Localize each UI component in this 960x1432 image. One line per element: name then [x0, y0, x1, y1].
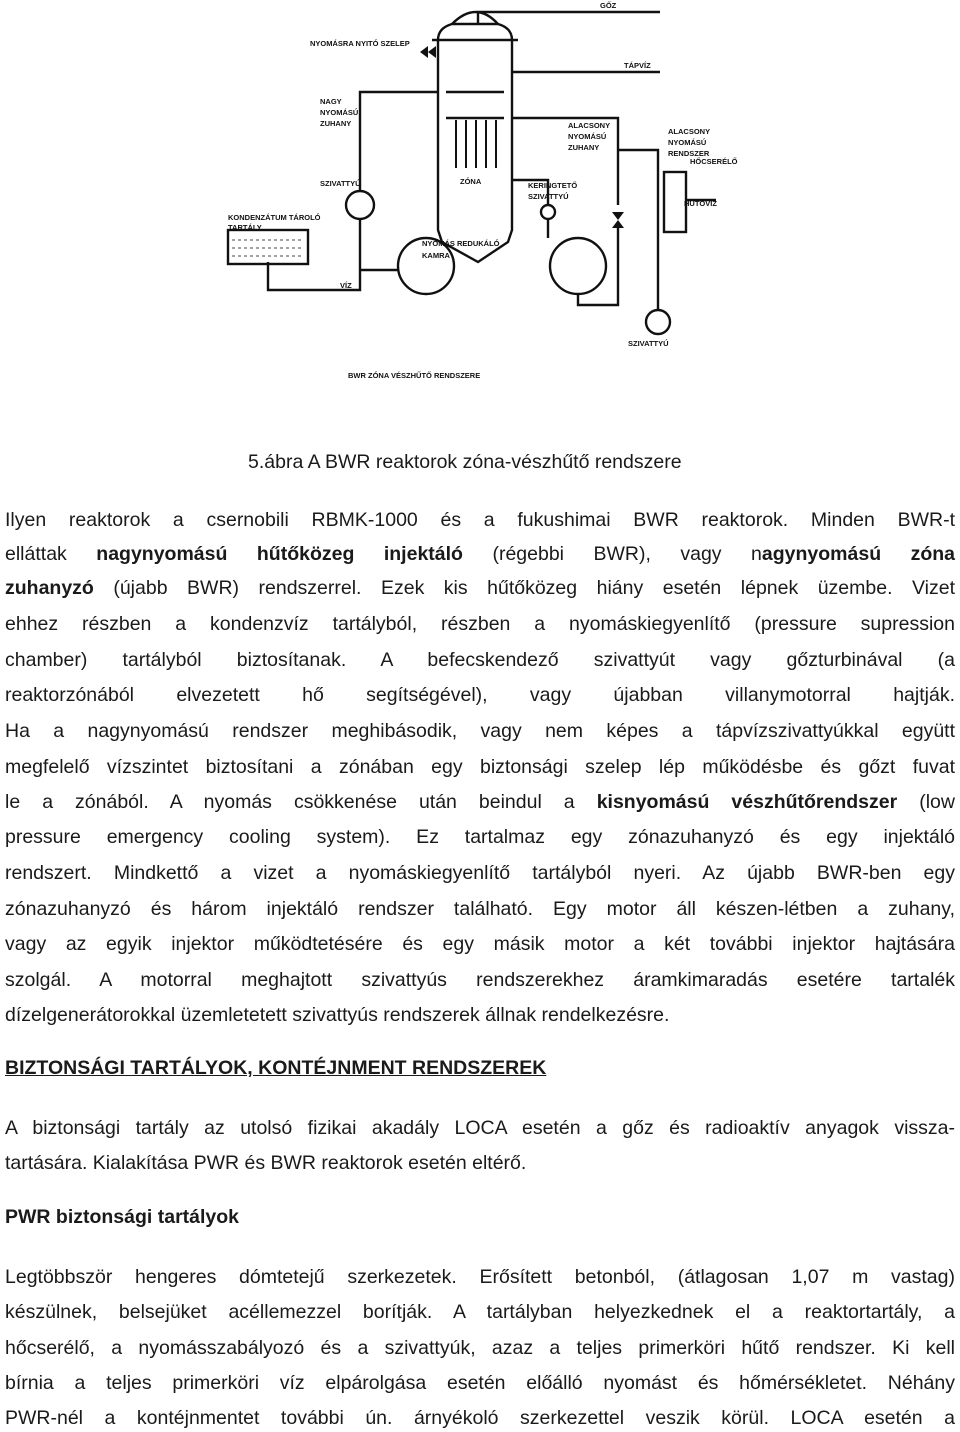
pressure-reduction-chamber-right	[550, 238, 606, 294]
p1-line-10: pressure emergency cooling system). Ez tartalmaz egy zónazuhanyzó és egy injektáló	[5, 826, 955, 848]
p1-l3-text: (újabb BWR) rendszerrel. Ezek kis hűtőközeg hiány esetén lépnek üzembe. Vizet	[113, 577, 955, 599]
p1-line-11: rendszert. Mindkettő a vizet a nyomáskiegyenlítő tartályból nyeri. Az újabb BWR-ben egy	[5, 862, 955, 884]
p1-line-3	[5, 574, 955, 602]
p1-line-8: megfelelő vízszintet biztosítani a zónában egy biztonsági szelep lép működésbe és gőzt fuvat	[5, 756, 955, 778]
p2-line-1: A biztonsági tartály az utolsó fizikai akadály LOCA esetén a gőz és radioaktív anyagok vissza-	[5, 1117, 955, 1139]
p3-line-4: bírnia a teljes primerköri víz elpárolgása esetén előálló nyomást és hőmérsékletet. Néhány	[5, 1372, 955, 1394]
p1-line-14: szolgál. A motorral meghajtott szivattyús rendszerekhez áramkimaradás esetére tartalék	[5, 969, 955, 991]
recirculation-pump	[541, 205, 555, 219]
reactor-dome	[452, 12, 498, 24]
label-tank-2: TARTÁLY	[228, 223, 262, 232]
label-chamber-2: KAMRA	[422, 251, 450, 260]
p1-line-15: dízelgenerátorokkal üzemletetett szivattyús rendszerek állnak rendelkezésre.	[5, 1004, 670, 1026]
label-cooling-water: HŰTŐVÍZ	[684, 199, 717, 208]
heat-exchanger	[664, 172, 686, 232]
lp-valve	[612, 212, 624, 228]
label-lp-spray-1: ALACSONY	[568, 121, 611, 130]
p1-line-7: Ha a nagynyomású rendszer meghibásodik, vagy nem képes a tápvízszivattyúkkal együtt	[5, 720, 955, 742]
p3-line-5: PWR-nél a kontéjnmentet további ún. árnyékoló szerkezettel veszik körül. LOCA esetén a	[5, 1407, 955, 1429]
label-recirc-1: KERINGTETŐ	[528, 181, 578, 190]
p1-line-4: ehhez részben a kondenzvíz tartályból, részben a nyomáskiegyenlítő (pressure supression	[5, 613, 955, 635]
p1-line-13: vagy az egyik injektor működtetésére és egy másik motor a két további injektor hajtására	[5, 933, 955, 955]
section-heading: BIZTONSÁGI TARTÁLYOK, KONTÉJNMENT RENDSZEREK	[5, 1057, 547, 1079]
bwr-cooling-diagram	[0, 0, 960, 392]
label-pump-left: SZIVATTYÚ	[320, 179, 361, 188]
p1-line-5: chamber) tartályból biztosítanak. A befecskendező szivattyút vagy gőzturbinával (a	[5, 649, 955, 671]
label-water: VÍZ	[340, 281, 352, 290]
p2-line-2: tartására. Kialakítása PWR és BWR reaktorok esetén eltérő.	[5, 1152, 527, 1174]
label-lp-system-1: ALACSONY	[668, 127, 711, 136]
left-pump	[346, 191, 374, 219]
p1-l2-bold: nagynyomású hűtőközeg injektáló	[96, 543, 463, 565]
p3-line-2: készülnek, belsejüket acéllemezzel borítják. A tartályban helyezkednek el a reaktortartály, a	[5, 1301, 955, 1323]
p1-line-2	[5, 540, 955, 568]
lp-system-line	[618, 150, 658, 310]
label-core: ZÓNA	[460, 177, 482, 186]
diagram-title: BWR ZÓNA VÉSZHŰTŐ RENDSZERE	[348, 371, 481, 380]
condensate-tank	[228, 230, 308, 264]
p3-line-3: hőcserélő, a nyomásszabályozó és a szivattyúk, azaz a teljes primerköri hűtő rendszer. Ki kell	[5, 1337, 955, 1359]
p1-l2-text: elláttak	[5, 543, 67, 565]
p1-l9-text: le a zónából. A nyomás csökkenése után beindul a	[5, 791, 575, 813]
p1-line-9	[5, 788, 955, 816]
label-lp-system-3: RENDSZER	[668, 149, 710, 158]
p1-l3-bold: zuhanyzó	[5, 577, 94, 599]
p3-line-1: Legtöbbször hengeres dómtetejű szerkezetek. Erősített betonból, (átlagosan 1,07 m vastag)	[5, 1266, 955, 1288]
label-pump-right: SZIVATTYÚ	[628, 339, 669, 348]
p1-l2-bold2: agynyomású zóna	[761, 543, 955, 565]
label-recirc-2: SZIVATTYÚ	[528, 192, 569, 201]
label-feedwater: TÁPVÍZ	[624, 61, 651, 70]
relief-valve	[420, 46, 436, 58]
label-relief-valve: NYOMÁSRA NYITÓ SZELEP	[310, 39, 410, 48]
hp-spray-line	[360, 92, 438, 190]
steam-line	[478, 12, 660, 24]
label-heat-exchanger: HŐCSERÉLŐ	[690, 157, 738, 166]
label-lp-spray-2: NYOMÁSÚ	[568, 132, 607, 141]
label-lp-system-2: NYOMÁSÚ	[668, 138, 707, 147]
p1-l2-text2: (régebbi BWR), vagy n	[492, 543, 762, 565]
fuel-rods	[456, 120, 496, 168]
p1-line-12: zónazuhanyzó és három injektáló rendszer található. Egy motor áll készen-létben a zuhany,	[5, 898, 955, 920]
p1-line-1: Ilyen reaktorok a csernobili RBMK-1000 és a fukushimai BWR reaktorok. Minden BWR-t	[5, 509, 955, 531]
figure-caption: 5.ábra A BWR reaktorok zóna-vészhűtő rendszere	[248, 451, 682, 473]
label-chamber-1: NYOMÁS REDUKÁLÓ	[422, 239, 500, 248]
p1-l9-text2: (low	[919, 791, 955, 813]
tank-water	[232, 240, 304, 256]
right-pump	[646, 310, 670, 334]
label-steam: GŐZ	[600, 1, 617, 10]
p1-l9-bold: kisnyomású vészhűtőrendszer	[596, 791, 898, 813]
label-tank-1: KONDENZÁTUM TÁROLÓ	[228, 213, 321, 222]
label-hp-spray-1: NAGY	[320, 97, 342, 106]
subsection-heading: PWR biztonsági tartályok	[5, 1206, 240, 1228]
label-hp-spray-2: NYOMÁSÚ	[320, 108, 359, 117]
p1-line-6: reaktorzónából elvezetett hő segítségével), vagy újabban villanymotorral hajtják.	[5, 684, 955, 706]
label-lp-spray-3: ZUHANY	[568, 143, 600, 152]
label-hp-spray-3: ZUHANY	[320, 119, 352, 128]
